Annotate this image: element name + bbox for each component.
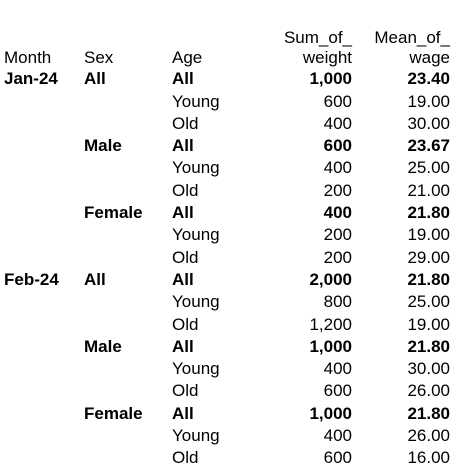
cell-month xyxy=(4,358,84,380)
cell-sum-of-weight: 1,000 xyxy=(309,336,352,356)
cell-sex xyxy=(84,358,172,380)
cell-sex: All xyxy=(84,69,106,89)
cell-age: Young xyxy=(172,225,220,245)
cell-age: Old xyxy=(172,381,199,401)
cell-month xyxy=(4,447,84,469)
cell-mean-of-wage: 26.00 xyxy=(407,381,450,401)
cell-age: All xyxy=(172,403,194,423)
header-sex-label: Sex xyxy=(84,48,114,67)
cell-sex: Male xyxy=(84,136,122,156)
cell-mean-of-wage: 21.00 xyxy=(407,180,450,200)
cell-mean-of-wage: 26.00 xyxy=(407,426,450,446)
cell-sex: All xyxy=(84,269,106,289)
header-age-label: Age xyxy=(172,48,203,67)
cell-sum-of-weight: 600 xyxy=(323,136,352,156)
cell-age: Old xyxy=(172,113,199,133)
cell-sum-of-weight: 1,000 xyxy=(309,403,352,423)
cell-mean-of-wage: 25.00 xyxy=(407,292,450,312)
cell-sum-of-weight: 2,000 xyxy=(309,269,352,289)
cell-sex xyxy=(84,90,172,112)
cell-sum-of-weight: 600 xyxy=(323,448,352,468)
table-row xyxy=(4,358,450,380)
cell-month xyxy=(4,402,84,424)
cell-month xyxy=(4,135,84,157)
cell-sum-of-weight: 200 xyxy=(323,247,352,267)
table-row xyxy=(4,269,450,291)
cell-mean-of-wage: 16.00 xyxy=(407,448,450,468)
table-row xyxy=(4,425,450,447)
header-month xyxy=(4,28,84,68)
summary-table xyxy=(4,28,450,469)
cell-month xyxy=(4,380,84,402)
cell-sum-of-weight: 200 xyxy=(323,225,352,245)
header-sum-line1: Sum_of_ xyxy=(283,28,352,47)
cell-age: Young xyxy=(172,359,220,379)
header-age xyxy=(172,28,260,68)
cell-mean-of-wage: 25.00 xyxy=(407,158,450,178)
cell-month xyxy=(4,246,84,268)
table-row xyxy=(4,380,450,402)
cell-age: All xyxy=(172,336,194,356)
cell-mean-of-wage: 21.80 xyxy=(407,269,450,289)
header-month-label: Month xyxy=(4,48,52,67)
cell-sex xyxy=(84,447,172,469)
table-row xyxy=(4,291,450,313)
cell-sum-of-weight: 400 xyxy=(323,359,352,379)
header-mean-of-wage xyxy=(352,28,450,68)
cell-sum-of-weight: 400 xyxy=(323,113,352,133)
table-row xyxy=(4,202,450,224)
cell-sum-of-weight: 400 xyxy=(323,426,352,446)
cell-month: Feb-24 xyxy=(4,269,59,289)
cell-age: Old xyxy=(172,247,199,267)
table-row xyxy=(4,90,450,112)
cell-sex xyxy=(84,313,172,335)
header-mean-line2: wage xyxy=(409,48,450,67)
header-sex xyxy=(84,28,172,68)
header-sum-of-weight xyxy=(260,28,352,68)
cell-age: Old xyxy=(172,314,199,334)
cell-sex xyxy=(84,113,172,135)
table-row xyxy=(4,113,450,135)
cell-month xyxy=(4,179,84,201)
cell-age: Old xyxy=(172,180,199,200)
table-row xyxy=(4,179,450,201)
cell-sum-of-weight: 1,000 xyxy=(309,69,352,89)
table-header xyxy=(4,28,450,68)
table-row xyxy=(4,447,450,469)
header-mean-line1: Mean_of_ xyxy=(374,28,450,47)
cell-age: Young xyxy=(172,426,220,446)
cell-age: Old xyxy=(172,448,199,468)
cell-age: All xyxy=(172,203,194,223)
cell-sex: Male xyxy=(84,336,122,356)
cell-sum-of-weight: 800 xyxy=(323,292,352,312)
cell-mean-of-wage: 21.80 xyxy=(407,403,450,423)
cell-mean-of-wage: 19.00 xyxy=(407,314,450,334)
cell-month xyxy=(4,113,84,135)
cell-sex: Female xyxy=(84,203,143,223)
header-row xyxy=(4,28,450,68)
cell-age: All xyxy=(172,269,194,289)
cell-age: Young xyxy=(172,292,220,312)
cell-month xyxy=(4,90,84,112)
table-row xyxy=(4,135,450,157)
cell-sex xyxy=(84,157,172,179)
table-row xyxy=(4,224,450,246)
table-row xyxy=(4,246,450,268)
cell-mean-of-wage: 30.00 xyxy=(407,359,450,379)
cell-sex xyxy=(84,380,172,402)
cell-age: All xyxy=(172,136,194,156)
cell-sex: Female xyxy=(84,403,143,423)
cell-mean-of-wage: 21.80 xyxy=(407,336,450,356)
cell-sex xyxy=(84,425,172,447)
cell-month xyxy=(4,336,84,358)
cell-age: All xyxy=(172,69,194,89)
cell-sex xyxy=(84,291,172,313)
cell-mean-of-wage: 23.40 xyxy=(407,69,450,89)
cell-month: Jan-24 xyxy=(4,69,58,89)
cell-month xyxy=(4,313,84,335)
header-sum-line2: weight xyxy=(302,48,352,67)
cell-sum-of-weight: 600 xyxy=(323,91,352,111)
cell-mean-of-wage: 19.00 xyxy=(407,91,450,111)
cell-sum-of-weight: 200 xyxy=(323,180,352,200)
cell-age: Young xyxy=(172,91,220,111)
cell-sum-of-weight: 600 xyxy=(323,381,352,401)
cell-mean-of-wage: 21.80 xyxy=(407,203,450,223)
cell-mean-of-wage: 23.67 xyxy=(407,136,450,156)
cell-sum-of-weight: 400 xyxy=(323,158,352,178)
cell-mean-of-wage: 29.00 xyxy=(407,247,450,267)
table-row xyxy=(4,313,450,335)
table-row xyxy=(4,68,450,90)
table-body xyxy=(4,68,450,469)
cell-sex xyxy=(84,246,172,268)
cell-month xyxy=(4,291,84,313)
cell-mean-of-wage: 30.00 xyxy=(407,113,450,133)
table-row xyxy=(4,157,450,179)
cell-age: Young xyxy=(172,158,220,178)
cell-mean-of-wage: 19.00 xyxy=(407,225,450,245)
table-row xyxy=(4,402,450,424)
table-row xyxy=(4,336,450,358)
cell-sum-of-weight: 1,200 xyxy=(309,314,352,334)
cell-month xyxy=(4,425,84,447)
cell-month xyxy=(4,157,84,179)
cell-month xyxy=(4,202,84,224)
cell-sex xyxy=(84,224,172,246)
cell-sum-of-weight: 400 xyxy=(323,203,352,223)
cell-sex xyxy=(84,179,172,201)
cell-month xyxy=(4,224,84,246)
